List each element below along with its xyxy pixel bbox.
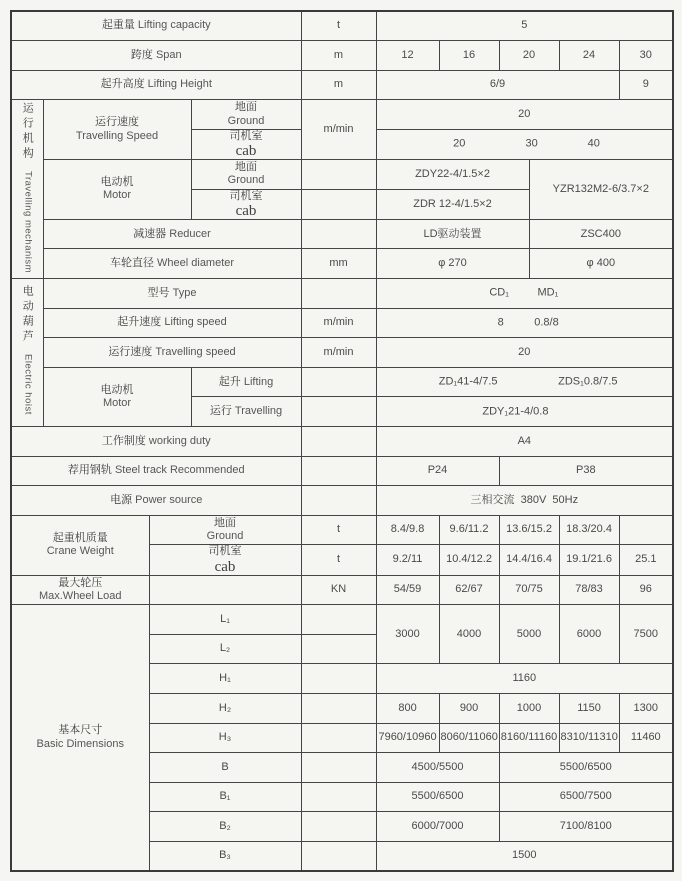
dim-h3-value-2: 8160/11160 [499, 723, 559, 753]
travel-motor-zh: 电动机 [100, 176, 134, 189]
section-electric-hoist [11, 279, 43, 427]
row-reducer [11, 219, 673, 249]
dim-l2-label: L₂ [149, 634, 301, 664]
hoist-lifting-speed-zh: 起升速度 [117, 316, 162, 329]
hoist-motor-travelling-zh: 运行 [209, 405, 232, 418]
travel-motor-en: Motor [102, 189, 132, 202]
crane-weight-ground-value-3: 18.3/20.4 [559, 515, 619, 545]
crane-weight-cab-unit: t [301, 545, 376, 575]
crane-weight-cab-value-2: 14.4/16.4 [499, 545, 559, 575]
hoist-travelling-speed-en: Travelling speed [155, 345, 236, 358]
dim-h3-unit-empty [301, 723, 376, 753]
row-hoist-type [11, 279, 673, 309]
max-wheel-load-value-1: 62/67 [439, 575, 499, 605]
lifting-capacity-unit: t [301, 11, 376, 41]
travelling-mechanism-en: Travelling mechanism [22, 170, 34, 273]
ground-en: Ground [227, 174, 265, 187]
span-unit: m [301, 41, 376, 71]
power-source-unit-empty [301, 486, 376, 516]
hoist-type-values [376, 279, 673, 309]
span-label-en: Span [155, 48, 182, 61]
lifting-height-value-last: 9 [619, 70, 673, 100]
hoist-motor-zh: 电动机 [100, 383, 134, 396]
span-value-3: 24 [559, 41, 619, 71]
hoist-motor-travelling-en: Travelling [234, 405, 283, 418]
hoist-motor-en: Motor [102, 396, 132, 409]
dim-h2-unit-empty [301, 693, 376, 723]
dim-b2-value-right: 7100/8100 [499, 812, 673, 842]
hoist-lifting-speed-label [43, 308, 301, 338]
cab-speed-value-1: 30 [525, 137, 538, 150]
travel-motor-unit-empty [301, 189, 376, 219]
travel-motor-group-label [43, 160, 191, 220]
basic-dimensions-label [11, 605, 149, 871]
travel-speed-cab-values [376, 129, 673, 159]
working-duty-zh: 工作制度 [101, 434, 146, 447]
dim-l-value-2: 5000 [499, 605, 559, 664]
dim-l-value-0: 3000 [376, 605, 439, 664]
row-power-source [11, 486, 673, 516]
dim-h1-value: 1160 [376, 664, 673, 694]
crane-weight-ground-label [149, 515, 301, 545]
travel-speed-ground-label [191, 100, 301, 130]
crane-weight-group-label [11, 515, 149, 575]
steel-track-en: Steel track Recommended [114, 464, 245, 477]
hoist-lifting-speed-value-1: 8 [497, 316, 504, 329]
max-wheel-load-en: Max.Wheel Load [38, 589, 122, 602]
hoist-motor-travelling-label [191, 397, 301, 427]
max-wheel-load-value-3: 78/83 [559, 575, 619, 605]
hoist-motor-lifting-value-1: ZD₁41-4/7.5 [438, 375, 498, 388]
dim-b-unit-empty [301, 753, 376, 783]
hoist-type-label [43, 279, 301, 309]
span-value-2: 20 [499, 41, 559, 71]
ground-en: Ground [227, 114, 265, 127]
dim-b-label: B [149, 753, 301, 783]
hoist-motor-unit-empty [301, 367, 376, 397]
max-wheel-load-value-2: 70/75 [499, 575, 559, 605]
power-source-zh: 电源 [110, 493, 133, 506]
row-hoist-travelling-speed [11, 338, 673, 368]
travel-motor-cab-value: ZDR 12-4/1.5×2 [376, 189, 529, 219]
crane-weight-cab-value-3: 19.1/21.6 [559, 545, 619, 575]
basic-dimensions-zh: 基本尺寸 [58, 724, 103, 737]
hoist-travelling-speed-label [43, 338, 301, 368]
cab-en: cab [235, 143, 257, 160]
max-wheel-load-unit: KN [301, 575, 376, 605]
dim-b3-value: 1500 [376, 841, 673, 871]
dim-l-value-4: 7500 [619, 605, 673, 664]
wheel-diameter-value-left: φ 270 [376, 249, 529, 279]
crane-weight-ground-value-4 [619, 515, 673, 545]
span-value-0: 12 [376, 41, 439, 71]
dim-l-value-1: 4000 [439, 605, 499, 664]
row-lifting-height [11, 70, 673, 100]
crane-weight-cab-value-4: 25.1 [619, 545, 673, 575]
cab-en: cab [235, 202, 257, 219]
hoist-lifting-speed-values [376, 308, 673, 338]
span-value-4: 30 [619, 41, 673, 71]
hoist-type-unit-empty [301, 279, 376, 309]
power-source-en: Power source [135, 493, 203, 506]
ground-zh: 地面 [235, 161, 257, 174]
lifting-height-label [11, 70, 301, 100]
dim-h2-value-1: 900 [439, 693, 499, 723]
hoist-motor-unit-empty [301, 397, 376, 427]
wheel-diameter-en: Wheel diameter [157, 257, 235, 270]
hoist-travelling-speed-unit: m/min [301, 338, 376, 368]
hoist-travelling-speed-value: 20 [376, 338, 673, 368]
max-wheel-load-sub-empty [149, 575, 301, 605]
reducer-en: Reducer [169, 227, 211, 240]
dim-b1-value-right: 6500/7500 [499, 782, 673, 812]
dim-b3-label: B₃ [149, 841, 301, 871]
cab-zh: 司机室 [229, 129, 263, 142]
travel-motor-ground-label [191, 160, 301, 190]
lifting-capacity-label-en: Lifting capacity [137, 19, 211, 32]
crane-weight-ground-value-2: 13.6/15.2 [499, 515, 559, 545]
row-dim-l1 [11, 605, 673, 635]
power-source-value-text: 三相交流 380V 50Hz [470, 493, 579, 506]
crane-weight-ground-value-1: 9.6/11.2 [439, 515, 499, 545]
cab-speed-value-2: 40 [587, 137, 600, 150]
row-hoist-lifting-speed [11, 308, 673, 338]
row-lifting-capacity [11, 11, 673, 41]
travel-motor-cab-label [191, 189, 301, 219]
cab-speed-value-0: 20 [453, 137, 466, 150]
hoist-motor-lifting-zh: 起升 [218, 375, 241, 388]
lifting-height-label-zh: 起升高度 [100, 78, 145, 91]
hoist-motor-lifting-en: Lifting [243, 375, 274, 388]
row-working-duty [11, 427, 673, 457]
dim-h3-value-0: 7960/10960 [376, 723, 439, 753]
hoist-motor-travelling-value: ZDY₁21-4/0.8 [482, 405, 549, 418]
reducer-label [43, 219, 301, 249]
wheel-diameter-unit: mm [301, 249, 376, 279]
lifting-capacity-label-zh: 起重量 [101, 19, 135, 32]
dim-h1-unit-empty [301, 664, 376, 694]
hoist-motor-travelling-values [376, 397, 673, 427]
reducer-unit-empty [301, 219, 376, 249]
hoist-motor-group-label [43, 367, 191, 426]
wheel-diameter-value-right: φ 400 [529, 249, 673, 279]
dim-h3-label: H₃ [149, 723, 301, 753]
section-travelling-mechanism [11, 100, 43, 279]
electric-hoist-zh: 电动葫芦 [21, 285, 34, 346]
span-label-zh: 跨度 [130, 48, 153, 61]
crane-weight-zh: 起重机质量 [52, 531, 108, 544]
electric-hoist-vertical-label [21, 285, 33, 415]
crane-weight-en: Crane Weight [46, 545, 114, 558]
ground-en: Ground [206, 530, 244, 543]
reducer-value-left: LD驱动装置 [376, 219, 529, 249]
dim-l-value-3: 6000 [559, 605, 619, 664]
crane-weight-cab-value-1: 10.4/12.2 [439, 545, 499, 575]
wheel-diameter-label [43, 249, 301, 279]
row-travel-motor-ground [11, 160, 673, 190]
row-span [11, 41, 673, 71]
power-source-value [376, 486, 673, 516]
travel-speed-en: Travelling Speed [75, 129, 159, 142]
dim-h3-value-1: 8060/11060 [439, 723, 499, 753]
travelling-mechanism-vertical-label [21, 102, 33, 273]
max-wheel-load-value-0: 54/59 [376, 575, 439, 605]
dim-h2-value-0: 800 [376, 693, 439, 723]
lifting-height-unit: m [301, 70, 376, 100]
hoist-type-zh: 型号 [147, 286, 170, 299]
hoist-motor-lifting-value-2: ZDS₁0.8/7.5 [558, 375, 618, 388]
travel-speed-cab-label [191, 129, 301, 159]
steel-track-value-left: P24 [376, 456, 499, 486]
dim-h2-value-3: 1150 [559, 693, 619, 723]
hoist-travelling-speed-zh: 运行速度 [108, 345, 153, 358]
max-wheel-load-zh: 最大轮压 [58, 576, 103, 589]
crane-weight-cab-value-0: 9.2/11 [376, 545, 439, 575]
dim-b2-value-left: 6000/7000 [376, 812, 499, 842]
reducer-value-right: ZSC400 [529, 219, 673, 249]
row-travel-speed-ground [11, 100, 673, 130]
hoist-motor-lifting-values [376, 367, 673, 397]
dim-h3-value-4: 11460 [619, 723, 673, 753]
working-duty-unit-empty [301, 427, 376, 457]
hoist-lifting-speed-unit: m/min [301, 308, 376, 338]
dim-h2-value-4: 1300 [619, 693, 673, 723]
travel-motor-shared-value: YZR132M2-6/3.7×2 [529, 160, 673, 220]
dim-b1-unit-empty [301, 782, 376, 812]
wheel-diameter-zh: 车轮直径 [109, 257, 154, 270]
dim-h1-label: H₁ [149, 664, 301, 694]
travel-motor-ground-value: ZDY22-4/1.5×2 [376, 160, 529, 190]
dim-h2-label: H₂ [149, 693, 301, 723]
steel-track-zh: 荐用钢轨 [67, 464, 112, 477]
travelling-mechanism-zh: 运行机构 [21, 101, 34, 162]
working-duty-label [11, 427, 301, 457]
span-value-1: 16 [439, 41, 499, 71]
hoist-type-value-1: CD₁ [489, 286, 509, 299]
lifting-capacity-value: 5 [376, 11, 673, 41]
cab-zh: 司机室 [229, 189, 263, 202]
basic-dimensions-en: Basic Dimensions [36, 737, 124, 750]
steel-track-value-right: P38 [499, 456, 673, 486]
row-wheel-diameter [11, 249, 673, 279]
row-crane-weight-ground [11, 515, 673, 545]
dim-b2-unit-empty [301, 812, 376, 842]
crane-weight-cab-label [149, 545, 301, 575]
dim-b-value-left: 4500/5500 [376, 753, 499, 783]
lifting-capacity-label [11, 11, 301, 41]
row-hoist-motor-lifting [11, 367, 673, 397]
power-source-label [11, 486, 301, 516]
steel-track-label [11, 456, 301, 486]
dim-b3-unit-empty [301, 841, 376, 871]
cab-zh: 司机室 [208, 545, 242, 558]
ground-zh: 地面 [214, 516, 236, 529]
span-label [11, 41, 301, 71]
ground-zh: 地面 [235, 101, 257, 114]
travel-speed-group-label [43, 100, 191, 160]
travel-speed-zh: 运行速度 [95, 116, 139, 129]
electric-hoist-en: Electric hoist [22, 354, 34, 416]
dim-l1-unit-empty [301, 605, 376, 635]
max-wheel-load-value-4: 96 [619, 575, 673, 605]
lifting-height-label-en: Lifting Height [147, 78, 212, 91]
dim-h3-value-3: 8310/11310 [559, 723, 619, 753]
travel-speed-ground-value: 20 [376, 100, 673, 130]
working-duty-en: working duty [148, 434, 211, 447]
working-duty-value: A4 [376, 427, 673, 457]
crane-weight-ground-value-0: 8.4/9.8 [376, 515, 439, 545]
hoist-type-value-2: MD₁ [537, 286, 559, 299]
dim-l2-unit-empty [301, 634, 376, 664]
travel-motor-unit-empty [301, 160, 376, 190]
hoist-motor-lifting-label [191, 367, 301, 397]
steel-track-unit-empty [301, 456, 376, 486]
hoist-lifting-speed-value-2: 0.8/8 [534, 316, 559, 329]
lifting-height-value-main: 6/9 [376, 70, 619, 100]
dim-h2-value-2: 1000 [499, 693, 559, 723]
crane-weight-ground-unit: t [301, 515, 376, 545]
reducer-zh: 减速器 [133, 227, 167, 240]
dim-b2-label: B₂ [149, 812, 301, 842]
max-wheel-load-label [11, 575, 149, 605]
dim-b-value-right: 5500/6500 [499, 753, 673, 783]
travel-speed-unit: m/min [301, 100, 376, 160]
dim-b1-value-left: 5500/6500 [376, 782, 499, 812]
dim-b1-label: B₁ [149, 782, 301, 812]
hoist-lifting-speed-en: Lifting speed [164, 316, 227, 329]
crane-spec-table [10, 10, 674, 872]
dim-l1-label: L₁ [149, 605, 301, 635]
hoist-type-en: Type [172, 286, 197, 299]
cab-en: cab [214, 558, 236, 575]
row-max-wheel-load [11, 575, 673, 605]
row-steel-track [11, 456, 673, 486]
